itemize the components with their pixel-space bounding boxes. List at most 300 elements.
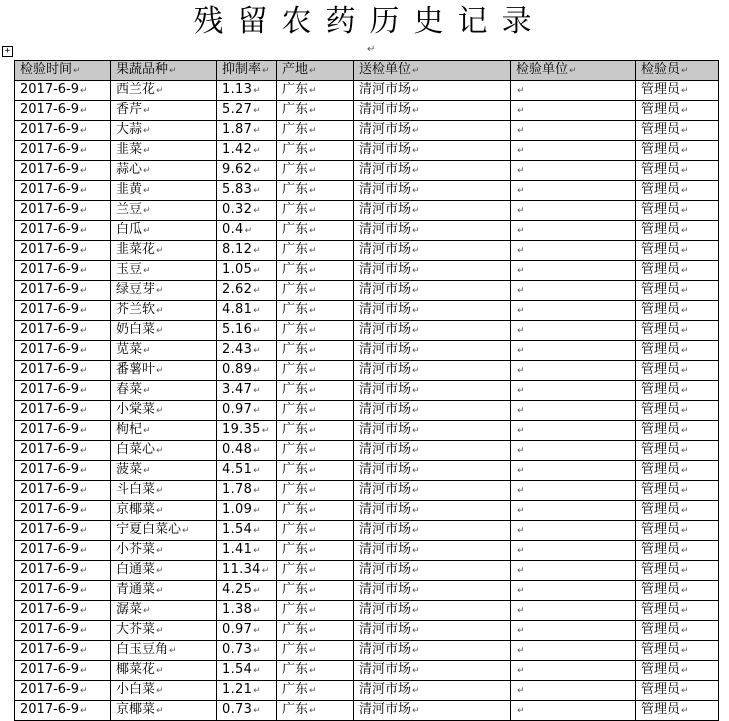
cell-inspector[interactable]: 管理员↵ xyxy=(636,381,719,401)
cell-inspection-unit[interactable] xyxy=(511,641,636,661)
cell-variety[interactable]: 韭黄↵ xyxy=(111,181,217,201)
cell-sender[interactable]: 清河市场↵ xyxy=(354,141,511,161)
cell-date[interactable]: 2017-6-9↵ xyxy=(15,421,111,441)
cell-sender[interactable]: 清河市场↵ xyxy=(354,301,511,321)
table-row xyxy=(15,581,719,601)
cell-variety[interactable]: 白菜心↵ xyxy=(111,441,217,461)
move-handle-icon[interactable]: + xyxy=(2,46,13,57)
cell-sender[interactable]: 清河市场↵ xyxy=(354,181,511,201)
cell-end-mark-icon: ↵ xyxy=(80,286,88,296)
cell-origin[interactable]: 广东↵ xyxy=(277,481,354,501)
cell-date[interactable]: 2017-6-9↵ xyxy=(15,221,111,241)
cell-origin[interactable]: 广东↵ xyxy=(277,421,354,441)
cell-inspector[interactable]: 管理员↵ xyxy=(636,101,719,121)
cell-inspection-unit[interactable] xyxy=(511,341,636,361)
cell-end-mark-icon: ↵ xyxy=(412,146,420,156)
cell-end-mark-icon: ↵ xyxy=(253,466,261,476)
cell-inspector[interactable]: 管理员↵ xyxy=(636,481,719,501)
cell-variety[interactable]: 苋菜↵ xyxy=(111,341,217,361)
cell-end-mark-icon: ↵ xyxy=(253,146,261,156)
cell-inspection-unit[interactable] xyxy=(511,621,636,641)
cell-date[interactable]: 2017-6-9↵ xyxy=(15,341,111,361)
header-sender: 送检单位↵ xyxy=(354,61,511,81)
cell-variety[interactable]: 白玉豆角↵ xyxy=(111,641,217,661)
cell-rate[interactable]: 11.34↵ xyxy=(217,561,277,581)
cell-origin[interactable]: 广东↵ xyxy=(277,101,354,121)
cell-origin[interactable]: 广东↵ xyxy=(277,441,354,461)
cell-end-mark-icon: ↵ xyxy=(261,426,270,436)
cell-variety[interactable]: 春菜↵ xyxy=(111,381,217,401)
cell-date[interactable]: 2017-6-9↵ xyxy=(15,601,111,621)
cell-sender[interactable]: 清河市场↵ xyxy=(354,521,511,541)
cell-inspection-unit[interactable] xyxy=(511,281,636,301)
cell-end-mark-icon: ↵ xyxy=(253,286,261,296)
cell-date[interactable]: 2017-6-9↵ xyxy=(15,101,111,121)
cell-end-mark-icon: ↵ xyxy=(681,566,689,576)
cell-end-mark-icon: ↵ xyxy=(80,246,88,256)
cell-inspection-unit[interactable] xyxy=(511,681,636,701)
cell-variety[interactable]: 青通菜↵ xyxy=(111,581,217,601)
cell-date[interactable]: 2017-6-9↵ xyxy=(15,261,111,281)
cell-inspector[interactable]: 管理员↵ xyxy=(636,81,719,101)
cell-sender[interactable]: 清河市场↵ xyxy=(354,581,511,601)
cell-sender[interactable]: 清河市场↵ xyxy=(354,701,511,721)
cell-origin[interactable]: 广东↵ xyxy=(277,401,354,421)
cell-variety[interactable]: 西兰花↵ xyxy=(111,81,217,101)
cell-inspection-unit[interactable] xyxy=(511,441,636,461)
cell-rate[interactable]: 1.09↵ xyxy=(217,501,277,521)
cell-origin[interactable]: 广东↵ xyxy=(277,261,354,281)
cell-origin[interactable]: 广东↵ xyxy=(277,201,354,221)
cell-origin[interactable]: 广东↵ xyxy=(277,381,354,401)
cell-date[interactable]: 2017-6-9↵ xyxy=(15,181,111,201)
cell-date[interactable]: 2017-6-9↵ xyxy=(15,701,111,721)
cell-date[interactable]: 2017-6-9↵ xyxy=(15,81,111,101)
cell-rate[interactable]: 1.78↵ xyxy=(217,481,277,501)
cell-inspection-unit[interactable] xyxy=(511,581,636,601)
cell-variety[interactable]: 小芥菜↵ xyxy=(111,541,217,561)
cell-inspection-unit[interactable] xyxy=(511,601,636,621)
cell-variety[interactable]: 芥兰软↵ xyxy=(111,301,217,321)
cell-inspection-unit[interactable] xyxy=(511,81,636,101)
cell-end-mark-icon: ↵ xyxy=(143,346,151,356)
cell-inspection-unit[interactable] xyxy=(511,501,636,521)
cell-origin[interactable]: 广东↵ xyxy=(277,161,354,181)
cell-inspector[interactable]: 管理员↵ xyxy=(636,441,719,461)
cell-inspector[interactable]: 管理员↵ xyxy=(636,201,719,221)
cell-date[interactable]: 2017-6-9↵ xyxy=(15,381,111,401)
cell-inspector[interactable]: 管理员↵ xyxy=(636,321,719,341)
cell-end-mark-icon: ↵ xyxy=(309,706,317,716)
cell-date[interactable]: 2017-6-9↵ xyxy=(15,521,111,541)
cell-rate[interactable]: 0.89↵ xyxy=(217,361,277,381)
cell-end-mark-icon: ↵ xyxy=(253,326,261,336)
cell-end-mark-icon: ↵ xyxy=(517,206,525,216)
cell-origin[interactable]: 广东↵ xyxy=(277,281,354,301)
cell-rate[interactable]: 4.81↵ xyxy=(217,301,277,321)
cell-rate[interactable]: 9.62↵ xyxy=(217,161,277,181)
cell-end-mark-icon: ↵ xyxy=(309,246,317,256)
cell-end-mark-icon: ↵ xyxy=(517,246,525,256)
cell-sender[interactable]: 清河市场↵ xyxy=(354,241,511,261)
cell-end-mark-icon: ↵ xyxy=(681,166,689,176)
cell-rate[interactable]: 0.97↵ xyxy=(217,401,277,421)
header-inspection-unit: 检验单位↵ xyxy=(511,61,636,81)
cell-origin[interactable]: 广东↵ xyxy=(277,341,354,361)
cell-end-mark-icon: ↵ xyxy=(412,606,420,616)
cell-inspector[interactable]: 管理员↵ xyxy=(636,521,719,541)
cell-date[interactable]: 2017-6-9↵ xyxy=(15,641,111,661)
cell-rate[interactable]: 8.12↵ xyxy=(217,241,277,261)
cell-sender[interactable]: 清河市场↵ xyxy=(354,201,511,221)
cell-end-mark-icon: ↵ xyxy=(80,166,88,176)
cell-variety[interactable]: 京椰菜↵ xyxy=(111,701,217,721)
cell-inspector[interactable]: 管理员↵ xyxy=(636,581,719,601)
cell-rate[interactable]: 4.51↵ xyxy=(217,461,277,481)
cell-end-mark-icon: ↵ xyxy=(517,106,525,116)
cell-date[interactable]: 2017-6-9↵ xyxy=(15,481,111,501)
cell-date[interactable]: 2017-6-9↵ xyxy=(15,401,111,421)
cell-sender[interactable]: 清河市场↵ xyxy=(354,401,511,421)
cell-end-mark-icon: ↵ xyxy=(156,506,164,516)
cell-origin[interactable]: 广东↵ xyxy=(277,241,354,261)
cell-end-mark-icon: ↵ xyxy=(309,66,317,76)
cell-rate[interactable]: 1.54↵ xyxy=(217,521,277,541)
cell-inspection-unit[interactable] xyxy=(511,321,636,341)
cell-origin[interactable]: 广东↵ xyxy=(277,581,354,601)
cell-inspector[interactable]: 管理员↵ xyxy=(636,281,719,301)
cell-sender[interactable]: 清河市场↵ xyxy=(354,661,511,681)
table-row xyxy=(15,181,719,201)
cell-rate[interactable]: 1.87↵ xyxy=(217,121,277,141)
cell-rate[interactable]: 2.62↵ xyxy=(217,281,277,301)
cell-end-mark-icon: ↵ xyxy=(309,606,317,616)
table-row xyxy=(15,461,719,481)
cell-variety[interactable]: 奶白菜↵ xyxy=(111,321,217,341)
cell-inspection-unit[interactable] xyxy=(511,481,636,501)
cell-inspector[interactable]: 管理员↵ xyxy=(636,361,719,381)
cell-date[interactable]: 2017-6-9↵ xyxy=(15,441,111,461)
cell-inspector[interactable]: 管理员↵ xyxy=(636,181,719,201)
cell-variety[interactable]: 大蒜↵ xyxy=(111,121,217,141)
cell-end-mark-icon: ↵ xyxy=(412,546,420,556)
cell-inspection-unit[interactable] xyxy=(511,221,636,241)
cell-inspector[interactable]: 管理员↵ xyxy=(636,261,719,281)
cell-inspection-unit[interactable] xyxy=(511,561,636,581)
cell-inspector[interactable]: 管理员↵ xyxy=(636,541,719,561)
cell-rate[interactable]: 1.21↵ xyxy=(217,681,277,701)
cell-sender[interactable]: 清河市场↵ xyxy=(354,281,511,301)
cell-end-mark-icon: ↵ xyxy=(309,446,317,456)
cell-variety[interactable]: 兰豆↵ xyxy=(111,201,217,221)
cell-sender[interactable]: 清河市场↵ xyxy=(354,641,511,661)
cell-end-mark-icon: ↵ xyxy=(412,346,420,356)
cell-sender[interactable]: 清河市场↵ xyxy=(354,361,511,381)
cell-inspector[interactable]: 管理员↵ xyxy=(636,701,719,721)
cell-end-mark-icon: ↵ xyxy=(80,206,88,216)
cell-end-mark-icon: ↵ xyxy=(156,566,164,576)
cell-sender[interactable]: 清河市场↵ xyxy=(354,421,511,441)
cell-inspector[interactable]: 管理员↵ xyxy=(636,141,719,161)
cell-end-mark-icon: ↵ xyxy=(412,566,420,576)
cell-inspector[interactable]: 管理员↵ xyxy=(636,461,719,481)
cell-inspection-unit[interactable] xyxy=(511,301,636,321)
cell-rate[interactable]: 0.32↵ xyxy=(217,201,277,221)
cell-sender[interactable]: 清河市场↵ xyxy=(354,541,511,561)
cell-variety[interactable]: 大芥菜↵ xyxy=(111,621,217,641)
cell-end-mark-icon: ↵ xyxy=(309,506,317,516)
cell-end-mark-icon: ↵ xyxy=(412,206,420,216)
cell-end-mark-icon: ↵ xyxy=(412,686,420,696)
cell-rate[interactable]: 0.73↵ xyxy=(217,641,277,661)
cell-variety[interactable]: 白通菜↵ xyxy=(111,561,217,581)
cell-sender[interactable]: 清河市场↵ xyxy=(354,101,511,121)
cell-rate[interactable]: 1.13↵ xyxy=(217,81,277,101)
cell-end-mark-icon: ↵ xyxy=(517,606,525,616)
cell-date[interactable]: 2017-6-9↵ xyxy=(15,361,111,381)
cell-end-mark-icon: ↵ xyxy=(253,686,261,696)
header-origin: 产地↵ xyxy=(277,61,354,81)
cell-sender[interactable]: 清河市场↵ xyxy=(354,321,511,341)
cell-date[interactable]: 2017-6-9↵ xyxy=(15,461,111,481)
cell-inspection-unit[interactable] xyxy=(511,521,636,541)
cell-inspection-unit[interactable] xyxy=(511,161,636,181)
cell-end-mark-icon: ↵ xyxy=(412,266,420,276)
cell-date[interactable]: 2017-6-9↵ xyxy=(15,681,111,701)
cell-variety[interactable]: 香芹↵ xyxy=(111,101,217,121)
cell-inspector[interactable]: 管理员↵ xyxy=(636,601,719,621)
cell-sender[interactable]: 清河市场↵ xyxy=(354,261,511,281)
cell-inspector[interactable]: 管理员↵ xyxy=(636,681,719,701)
cell-rate[interactable]: 0.48↵ xyxy=(217,441,277,461)
cell-inspection-unit[interactable] xyxy=(511,121,636,141)
cell-end-mark-icon: ↵ xyxy=(681,86,689,96)
cell-inspection-unit[interactable] xyxy=(511,661,636,681)
cell-variety[interactable]: 小棠菜↵ xyxy=(111,401,217,421)
cell-variety[interactable]: 玉豆↵ xyxy=(111,261,217,281)
cell-origin[interactable]: 广东↵ xyxy=(277,681,354,701)
cell-inspection-unit[interactable] xyxy=(511,381,636,401)
cell-origin[interactable]: 广东↵ xyxy=(277,321,354,341)
cell-origin[interactable]: 广东↵ xyxy=(277,601,354,621)
cell-end-mark-icon: ↵ xyxy=(681,186,689,196)
cell-end-mark-icon: ↵ xyxy=(309,546,317,556)
cell-date[interactable]: 2017-6-9↵ xyxy=(15,141,111,161)
cell-origin[interactable]: 广东↵ xyxy=(277,301,354,321)
cell-inspection-unit[interactable] xyxy=(511,241,636,261)
cell-variety[interactable]: 潺菜↵ xyxy=(111,601,217,621)
cell-sender[interactable]: 清河市场↵ xyxy=(354,681,511,701)
cell-inspector[interactable]: 管理员↵ xyxy=(636,641,719,661)
cell-inspector[interactable]: 管理员↵ xyxy=(636,561,719,581)
cell-end-mark-icon: ↵ xyxy=(309,186,317,196)
cell-rate[interactable]: 1.54↵ xyxy=(217,661,277,681)
cell-end-mark-icon: ↵ xyxy=(143,266,151,276)
cell-sender[interactable]: 清河市场↵ xyxy=(354,561,511,581)
cell-date[interactable]: 2017-6-9↵ xyxy=(15,201,111,221)
cell-variety[interactable]: 白瓜↵ xyxy=(111,221,217,241)
cell-date[interactable]: 2017-6-9↵ xyxy=(15,161,111,181)
cell-variety[interactable]: 韭菜↵ xyxy=(111,141,217,161)
cell-inspector[interactable]: 管理员↵ xyxy=(636,161,719,181)
cell-rate[interactable]: 19.35↵ xyxy=(217,421,277,441)
cell-origin[interactable]: 广东↵ xyxy=(277,81,354,101)
cell-variety[interactable]: 蒜心↵ xyxy=(111,161,217,181)
cell-rate[interactable]: 0.73↵ xyxy=(217,701,277,721)
cell-rate[interactable]: 1.41↵ xyxy=(217,541,277,561)
cell-origin[interactable]: 广东↵ xyxy=(277,361,354,381)
cell-inspector[interactable]: 管理员↵ xyxy=(636,301,719,321)
cell-end-mark-icon: ↵ xyxy=(80,486,88,496)
cell-inspection-unit[interactable] xyxy=(511,361,636,381)
cell-end-mark-icon: ↵ xyxy=(309,146,317,156)
table-row xyxy=(15,381,719,401)
cell-rate[interactable]: 5.27↵ xyxy=(217,101,277,121)
cell-origin[interactable]: 广东↵ xyxy=(277,121,354,141)
cell-end-mark-icon: ↵ xyxy=(681,446,689,456)
cell-sender[interactable]: 清河市场↵ xyxy=(354,121,511,141)
cell-inspector[interactable]: 管理员↵ xyxy=(636,341,719,361)
cell-date[interactable]: 2017-6-9↵ xyxy=(15,281,111,301)
cell-end-mark-icon: ↵ xyxy=(80,406,88,416)
cell-inspection-unit[interactable] xyxy=(511,541,636,561)
cell-date[interactable]: 2017-6-9↵ xyxy=(15,561,111,581)
cell-origin[interactable]: 广东↵ xyxy=(277,521,354,541)
cell-inspector[interactable]: 管理员↵ xyxy=(636,421,719,441)
cell-rate[interactable]: 1.42↵ xyxy=(217,141,277,161)
cell-variety[interactable]: 番薯叶↵ xyxy=(111,361,217,381)
cell-inspection-unit[interactable] xyxy=(511,261,636,281)
cell-rate[interactable]: 5.83↵ xyxy=(217,181,277,201)
cell-date[interactable]: 2017-6-9↵ xyxy=(15,661,111,681)
cell-end-mark-icon: ↵ xyxy=(412,506,420,516)
cell-end-mark-icon: ↵ xyxy=(253,346,261,356)
cell-origin[interactable]: 广东↵ xyxy=(277,661,354,681)
cell-end-mark-icon: ↵ xyxy=(309,306,317,316)
cell-sender[interactable]: 清河市场↵ xyxy=(354,221,511,241)
cell-inspection-unit[interactable] xyxy=(511,201,636,221)
cell-end-mark-icon: ↵ xyxy=(681,366,689,376)
cell-inspector[interactable]: 管理员↵ xyxy=(636,661,719,681)
cell-sender[interactable]: 清河市场↵ xyxy=(354,621,511,641)
cell-date[interactable]: 2017-6-9↵ xyxy=(15,541,111,561)
cell-inspection-unit[interactable] xyxy=(511,421,636,441)
table-row xyxy=(15,261,719,281)
cell-inspection-unit[interactable] xyxy=(511,141,636,161)
cell-origin[interactable]: 广东↵ xyxy=(277,181,354,201)
cell-inspector[interactable]: 管理员↵ xyxy=(636,221,719,241)
cell-inspection-unit[interactable] xyxy=(511,461,636,481)
cell-variety[interactable]: 菠菜↵ xyxy=(111,461,217,481)
cell-origin[interactable]: 广东↵ xyxy=(277,641,354,661)
cell-origin[interactable]: 广东↵ xyxy=(277,701,354,721)
cell-origin[interactable]: 广东↵ xyxy=(277,541,354,561)
cell-end-mark-icon: ↵ xyxy=(80,626,88,636)
cell-inspection-unit[interactable] xyxy=(511,101,636,121)
cell-inspection-unit[interactable] xyxy=(511,401,636,421)
cell-variety[interactable]: 斗白菜↵ xyxy=(111,481,217,501)
cell-variety[interactable]: 韭菜花↵ xyxy=(111,241,217,261)
cell-end-mark-icon: ↵ xyxy=(156,666,164,676)
cell-end-mark-icon: ↵ xyxy=(681,306,689,316)
cell-variety[interactable]: 小白菜↵ xyxy=(111,681,217,701)
cell-inspection-unit[interactable] xyxy=(511,701,636,721)
cell-origin[interactable]: 广东↵ xyxy=(277,501,354,521)
cell-rate[interactable]: 0.97↵ xyxy=(217,621,277,641)
cell-date[interactable]: 2017-6-9↵ xyxy=(15,121,111,141)
cell-end-mark-icon: ↵ xyxy=(681,526,689,536)
cell-origin[interactable]: 广东↵ xyxy=(277,221,354,241)
cell-inspector[interactable]: 管理员↵ xyxy=(636,241,719,261)
cell-inspector[interactable]: 管理员↵ xyxy=(636,501,719,521)
cell-rate[interactable]: 2.43↵ xyxy=(217,341,277,361)
cell-rate[interactable]: 1.05↵ xyxy=(217,261,277,281)
cell-rate[interactable]: 4.25↵ xyxy=(217,581,277,601)
cell-end-mark-icon: ↵ xyxy=(156,246,164,256)
header-rate: 抑制率↵ xyxy=(217,61,277,81)
cell-rate[interactable]: 5.16↵ xyxy=(217,321,277,341)
cell-date[interactable]: 2017-6-9↵ xyxy=(15,301,111,321)
cell-origin[interactable]: 广东↵ xyxy=(277,141,354,161)
cell-sender[interactable]: 清河市场↵ xyxy=(354,501,511,521)
cell-rate[interactable]: 3.47↵ xyxy=(217,381,277,401)
cell-inspector[interactable]: 管理员↵ xyxy=(636,121,719,141)
cell-end-mark-icon: ↵ xyxy=(681,406,689,416)
cell-variety[interactable]: 宁夏白菜心↵ xyxy=(111,521,217,541)
cell-rate[interactable]: 1.38↵ xyxy=(217,601,277,621)
cell-origin[interactable]: 广东↵ xyxy=(277,461,354,481)
cell-sender[interactable]: 清河市场↵ xyxy=(354,441,511,461)
cell-sender[interactable]: 清河市场↵ xyxy=(354,481,511,501)
cell-date[interactable]: 2017-6-9↵ xyxy=(15,621,111,641)
cell-end-mark-icon: ↵ xyxy=(253,406,261,416)
cell-inspection-unit[interactable] xyxy=(511,181,636,201)
table-row xyxy=(15,341,719,361)
cell-end-mark-icon: ↵ xyxy=(309,326,317,336)
cell-end-mark-icon: ↵ xyxy=(681,146,689,156)
cell-end-mark-icon: ↵ xyxy=(569,66,577,76)
cell-sender[interactable]: 清河市场↵ xyxy=(354,341,511,361)
cell-sender[interactable]: 清河市场↵ xyxy=(354,601,511,621)
cell-sender[interactable]: 清河市场↵ xyxy=(354,461,511,481)
cell-sender[interactable]: 清河市场↵ xyxy=(354,381,511,401)
cell-variety[interactable]: 京椰菜↵ xyxy=(111,501,217,521)
cell-inspector[interactable]: 管理员↵ xyxy=(636,621,719,641)
cell-origin[interactable]: 广东↵ xyxy=(277,561,354,581)
cell-end-mark-icon: ↵ xyxy=(156,626,164,636)
cell-origin[interactable]: 广东↵ xyxy=(277,621,354,641)
cell-end-mark-icon: ↵ xyxy=(412,66,420,76)
cell-variety[interactable]: 枸杞↵ xyxy=(111,421,217,441)
cell-date[interactable]: 2017-6-9↵ xyxy=(15,321,111,341)
cell-sender[interactable]: 清河市场↵ xyxy=(354,81,511,101)
cell-date[interactable]: 2017-6-9↵ xyxy=(15,501,111,521)
cell-date[interactable]: 2017-6-9↵ xyxy=(15,241,111,261)
cell-variety[interactable]: 椰菜花↵ xyxy=(111,661,217,681)
cell-variety[interactable]: 绿豆芽↵ xyxy=(111,281,217,301)
cell-rate[interactable]: 0.4↵ xyxy=(217,221,277,241)
cell-date[interactable]: 2017-6-9↵ xyxy=(15,581,111,601)
records-table xyxy=(14,60,719,721)
cell-inspector[interactable]: 管理员↵ xyxy=(636,401,719,421)
table-row xyxy=(15,221,719,241)
cell-end-mark-icon: ↵ xyxy=(309,86,317,96)
cell-sender[interactable]: 清河市场↵ xyxy=(354,161,511,181)
cell-end-mark-icon: ↵ xyxy=(412,466,420,476)
cell-end-mark-icon: ↵ xyxy=(156,286,164,296)
cell-end-mark-icon: ↵ xyxy=(412,246,420,256)
cell-end-mark-icon: ↵ xyxy=(517,366,525,376)
